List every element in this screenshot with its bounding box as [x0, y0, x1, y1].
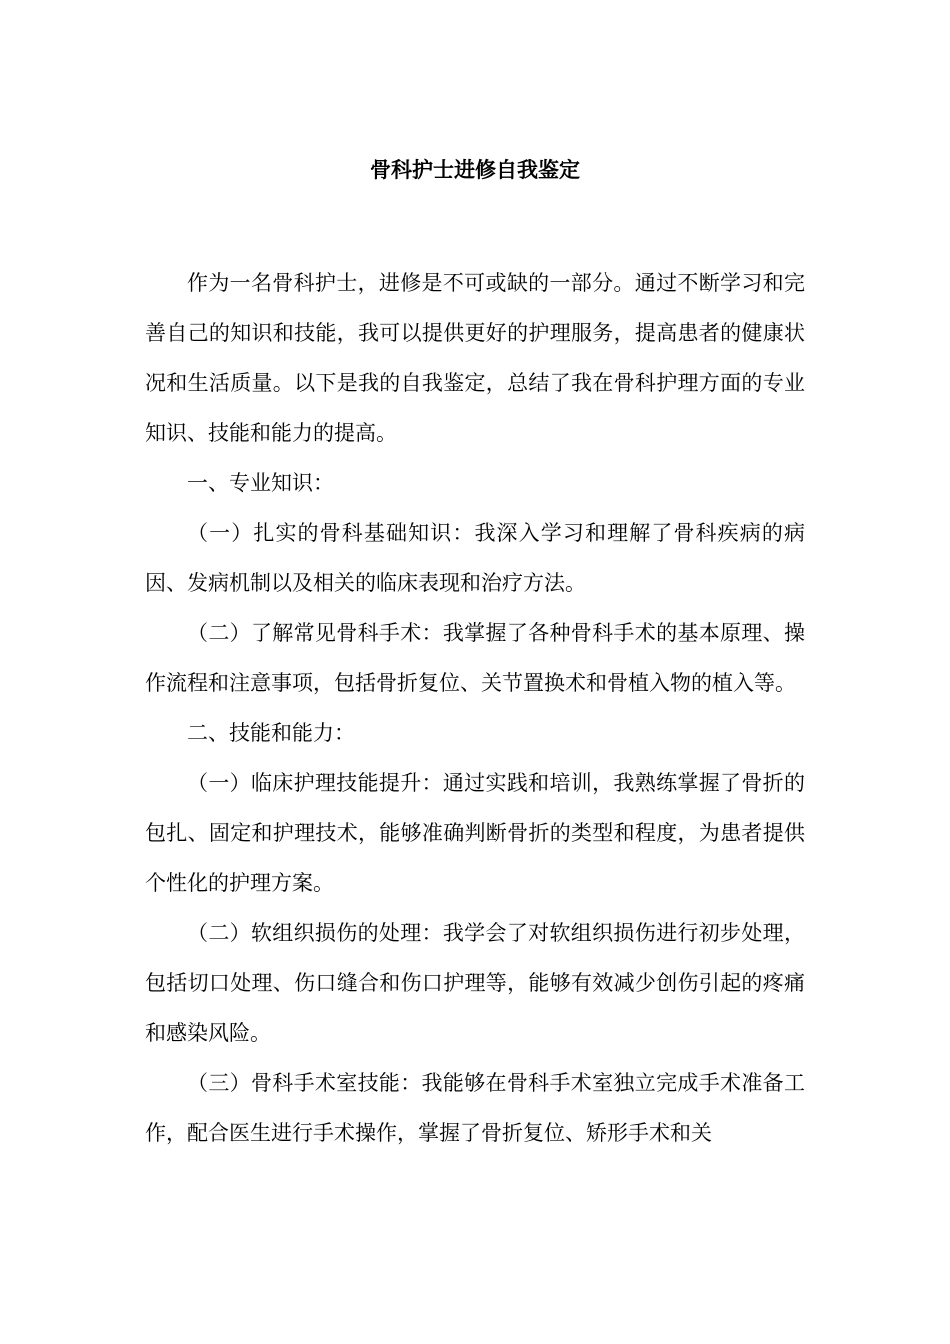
skills-item-3: （三）骨科手术室技能：我能够在骨科手术室独立完成手术准备工作，配合医生进行手术操作，掌握了骨折复位、矫形手术和关 [145, 1071, 805, 1145]
intro-paragraph: 作为一名骨科护士，进修是不可或缺的一部分。通过不断学习和完善自己的知识和技能，我可以提供更好的护理服务，提高患者的健康状况和生活质量。以下是我的自我鉴定，总结了我在骨科护理方面的专业知识、技能和能力的提高。 [145, 271, 805, 445]
knowledge-item-2: （二）了解常见骨科手术：我掌握了各种骨科手术的基本原理、操作流程和注意事项，包括骨折复位、关节置换术和骨植入物的植入等。 [145, 621, 805, 695]
section-heading-skills: 二、技能和能力： [187, 721, 355, 745]
knowledge-item-1: （一）扎实的骨科基础知识：我深入学习和理解了骨科疾病的病因、发病机制以及相关的临床表现和治疗方法。 [145, 521, 805, 595]
skills-item-2: （二）软组织损伤的处理：我学会了对软组织损伤进行初步处理，包括切口处理、伤口缝合和伤口护理等，能够有效减少创伤引起的疼痛和感染风险。 [145, 921, 805, 1045]
document-title: 骨科护士进修自我鉴定 [370, 157, 580, 182]
section-heading-knowledge: 一、专业知识： [187, 471, 334, 495]
document-body [145, 258, 805, 1158]
skills-item-1: （一）临床护理技能提升：通过实践和培训，我熟练掌握了骨折的包扎、固定和护理技术，能够准确判断骨折的类型和程度，为患者提供个性化的护理方案。 [145, 771, 805, 895]
